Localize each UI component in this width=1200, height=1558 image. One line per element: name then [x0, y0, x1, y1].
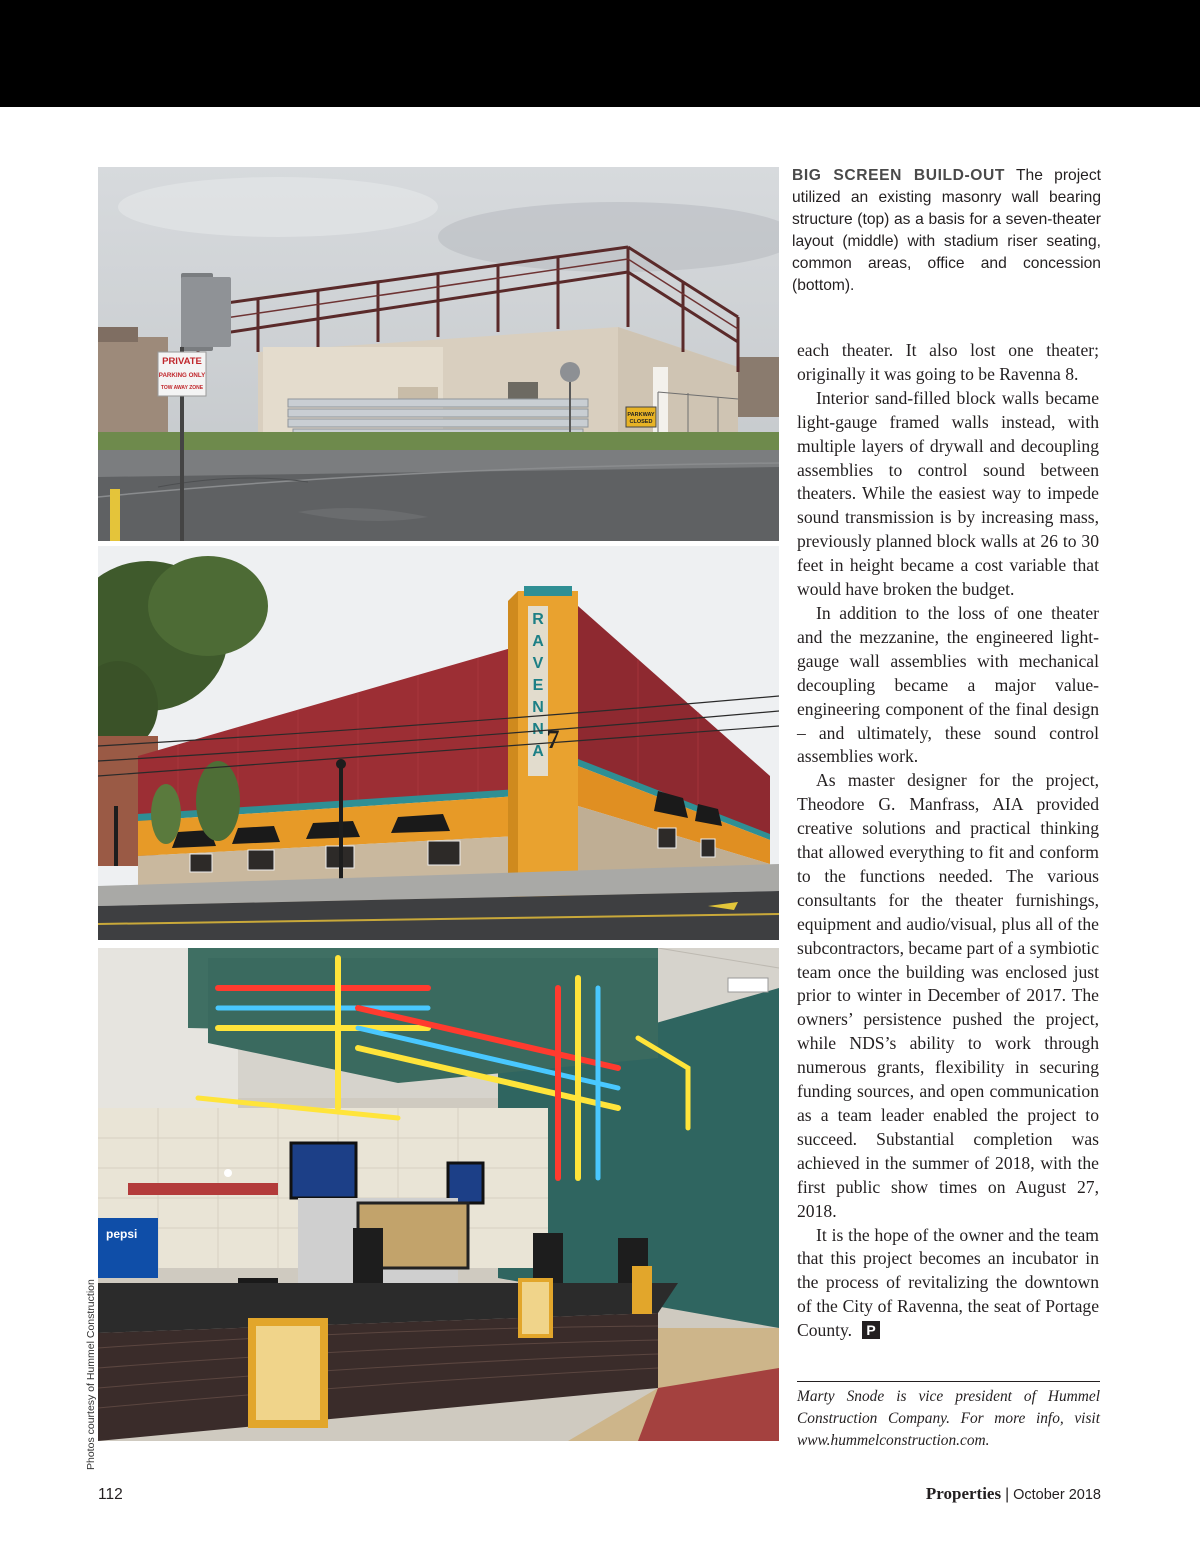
article-paragraph: Interior sand-filled block walls became light-gauge framed walls instead, with multiple layers of drywall and decoupling assemblies to control sound between theaters. While the easiest way to impede sound transmission is by increasing mass, previously planned block walls at 26 to 30 feet in height became a cost variable that would have broken the budget.	[797, 387, 1099, 600]
caption-text: The project utilized an existing masonry wall bearing structure (top) as a basis for a seven-theater layout (middle) with stadium riser seating, common areas, office and concession (bottom).	[792, 167, 1101, 294]
marquee-letter: A	[532, 743, 544, 760]
magazine-name: Properties	[925, 1484, 1002, 1503]
photo-caption	[792, 165, 1101, 297]
marquee-letter: V	[532, 655, 544, 672]
private-sign-line3: TOW AWAY ZONE	[160, 385, 204, 391]
running-footer	[926, 1484, 1101, 1504]
top-black-band	[0, 0, 1200, 107]
article-paragraph: As master designer for the project, Theodore G. Manfrass, AIA provided creative solutions and practical thinking that allowed everything to fit and conform to the functions needed. The various consultants for the theater furnishings, equipment and audio/​visual, plus all of the subcontractors, became part of a symbiotic team once the building was enclosed just prior to winter in December of 2017. The owners’ persistence pushed the project, while NDS’s ability to work through numerous grants, flexibility in securing funding sources, and open communication as a team leader enabled the project to succeed. Substantial completion was achieved in the summer of 2018, with the first public show times on August 27, 2018.	[797, 770, 1099, 1221]
article-paragraph: each theater. It also lost one theater; originally it was going to be Ravenna 8.	[797, 340, 1099, 384]
marquee-letter: E	[532, 677, 544, 694]
barrier-sign-line1: PARKWAY	[627, 412, 655, 418]
marquee-letter: A	[532, 633, 544, 650]
article-paragraph-last	[797, 1224, 1099, 1344]
page-number: 112	[98, 1486, 123, 1503]
article-paragraph-text: It is the hope of the owner and the team that this project becomes an incubator in the process of revitalizing the downtown of the City of Ravenna, the seat of Portage County.	[797, 1224, 1099, 1341]
author-bio: Marty Snode is vice president of Hummel Construction Company. For more info, visit www.hummelconstruction.com.	[797, 1388, 1100, 1449]
caption-heading: BIG SCREEN BUILD-OUT	[792, 167, 1006, 184]
marquee-letter: R	[532, 611, 544, 628]
footer-separator: |	[1005, 1486, 1010, 1503]
marquee-letter: N	[532, 699, 544, 716]
marquee-number: 7	[546, 725, 560, 754]
barrier-sign-line2: CLOSED	[629, 419, 653, 425]
construction-photo	[98, 167, 779, 541]
private-sign-line2: PARKING ONLY	[158, 372, 206, 379]
private-sign-line1: PRIVATE	[162, 356, 202, 367]
article-paragraph: In addition to the loss of one theater and the mezzanine, the engineered light-gauge wall assemblies with mechanical decoupling became a major value-engineering component of the final design – and ultimately, these sound control assemblies work.	[797, 602, 1099, 767]
article-body	[797, 339, 1099, 1343]
theater-exterior-photo	[98, 546, 779, 940]
bio-divider	[797, 1381, 1100, 1382]
concession-interior-photo	[98, 948, 779, 1441]
marquee-letter: N	[532, 721, 544, 738]
photo-credit: Photos courtesy of Hummel Construction	[85, 1279, 97, 1470]
issue-date: October 2018	[1013, 1487, 1101, 1503]
end-of-article-mark: P	[862, 1321, 880, 1339]
pepsi-logo-text: pepsi	[106, 1227, 138, 1241]
